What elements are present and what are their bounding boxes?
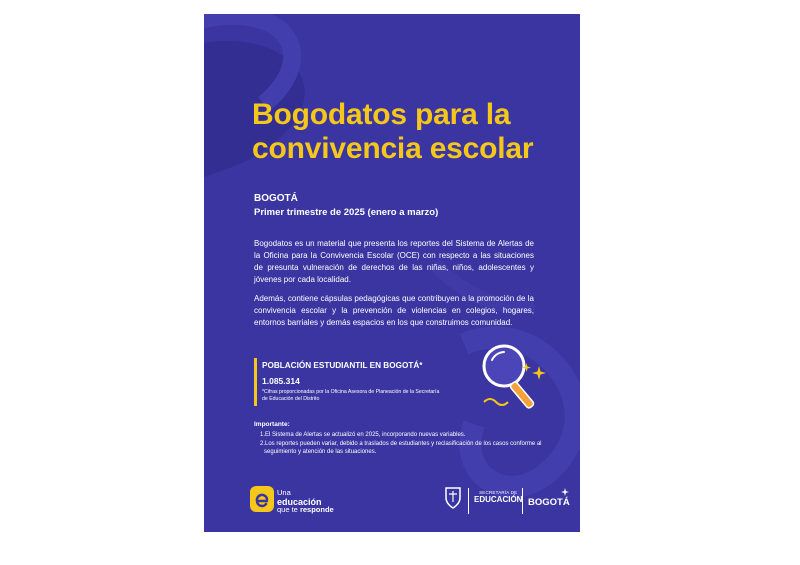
footer-slogan (277, 489, 334, 515)
education-logo-icon (250, 486, 274, 512)
stat-accent-bar (254, 358, 257, 406)
stat-value: 1.085.314 (262, 376, 300, 386)
bogota-logo: BOGOTÁ (528, 497, 570, 508)
slogan-line-1: Una (277, 488, 291, 497)
slogan-line-3 (277, 506, 334, 515)
star-icon (561, 488, 569, 496)
magnifier-icon (474, 340, 564, 420)
secretaria-logo (474, 490, 522, 504)
description-paragraph: Además, contiene cápsulas pedagógicas que contribuyen a la promoción de la convivencia escolar y la prevención de violencias en colegios, hogares, entornos barriales y demás espacios en los que construimos comunidad. (254, 294, 534, 327)
coat-of-arms-icon (444, 486, 462, 510)
important-title: Importante: (254, 421, 290, 428)
important-item: 1.El Sistema de Alertas se actualizó en 2025, incorporando nuevas variables. (260, 432, 466, 438)
footer-separator (468, 488, 469, 514)
report-cover (204, 14, 580, 532)
cover-title: Bogodatos para la convivencia escolar (252, 98, 534, 165)
stat-footnote: *Cifras proporcionadas por la Oficina Asesora de Planeación de la Secretaría de Educación del Distrito (262, 389, 440, 402)
sparkle-icon (522, 363, 531, 372)
slogan-line-2: educación (277, 496, 322, 507)
footer-separator (522, 488, 523, 514)
secretaria-small: SECRETARÍA DE (479, 490, 518, 495)
period-label: Primer trimestre de 2025 (enero a marzo) (254, 207, 439, 218)
secretaria-big: EDUCACIÓN (474, 495, 523, 504)
intro-paragraph: Bogodatos es un material que presenta los reportes del Sistema de Alertas de la Oficina para la Convivencia Escolar (OCE) con respecto a las situaciones de presunta vulneración de derechos de las niñas, niños, adolescentes y jóvenes por cada localidad. (254, 239, 534, 284)
sparkle-icon (532, 366, 546, 380)
important-item: 2.Los reportes pueden variar, debido a traslados de estudiantes y reclasificación de los casos conforme al seguimiento y atención de las situaciones. (260, 440, 542, 455)
stat-title: POBLACIÓN ESTUDIANTIL EN BOGOTÁ* (262, 361, 423, 370)
important-list (256, 431, 546, 457)
slogan-line-3-text: que te (277, 505, 298, 514)
slogan-line-3-bold: responde (299, 505, 334, 514)
location-label: BOGOTÁ (254, 193, 298, 204)
